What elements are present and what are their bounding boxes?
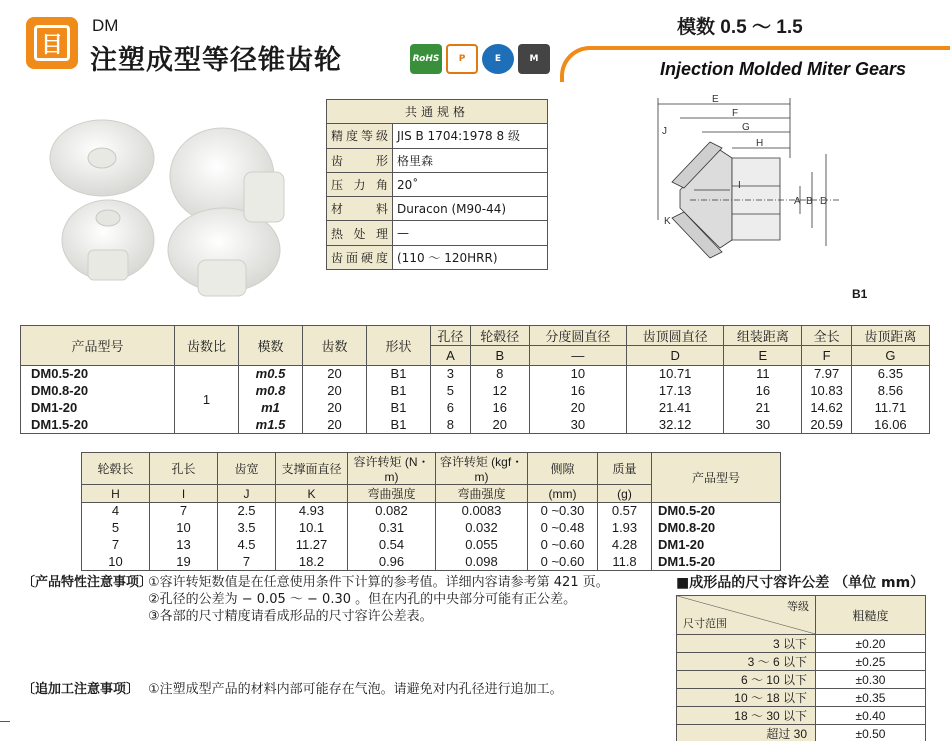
spec-value: Duracon (M90-44) bbox=[393, 197, 548, 221]
model-cell: DM0.8-20 bbox=[652, 520, 781, 537]
col-header: 轮毂径 bbox=[470, 326, 529, 346]
range-cell: 18 ～ 30 以下 bbox=[677, 707, 816, 725]
spec-row bbox=[327, 221, 548, 245]
col-subheader: F bbox=[802, 346, 851, 366]
col-header: 容许转矩 (N・m) bbox=[348, 453, 436, 485]
backlash-cell: 0 ~0.60 bbox=[528, 537, 598, 554]
table-row bbox=[21, 417, 930, 434]
table-row bbox=[677, 707, 926, 725]
table-row bbox=[21, 383, 930, 400]
dim-label-e: E bbox=[712, 94, 719, 105]
col-header: 形状 bbox=[367, 326, 431, 366]
support-dia-cell: 10.1 bbox=[276, 520, 348, 537]
gear-dimension-drawing bbox=[640, 90, 872, 305]
spec-value: JIS B 1704:1978 8 级 bbox=[393, 124, 548, 148]
note-line: ①容许转矩数值是在任意使用条件下计算的参考值。详细内容请参考第 421 页。 bbox=[148, 575, 609, 590]
face-width-cell: 2.5 bbox=[218, 503, 276, 520]
range-cell: 超过 30 bbox=[677, 725, 816, 741]
model-cell: DM1-20 bbox=[652, 537, 781, 554]
m-badge-icon: M bbox=[518, 44, 550, 74]
module-cell: m1.5 bbox=[239, 417, 303, 434]
torque-nm-cell: 0.082 bbox=[348, 503, 436, 520]
mounting-cell: 11 bbox=[724, 366, 802, 383]
teeth-cell: 20 bbox=[303, 400, 367, 417]
notes-label: 〔产品特性注意事项〕 bbox=[22, 575, 153, 590]
spec-title: 共通规格 bbox=[327, 100, 548, 124]
product-code: DM bbox=[92, 16, 119, 35]
model-cell: DM0.5-20 bbox=[21, 366, 175, 383]
support-dia-cell: 4.93 bbox=[276, 503, 348, 520]
range-cell: 10 ～ 18 以下 bbox=[677, 689, 816, 707]
header-divider bbox=[590, 46, 950, 50]
spec-row bbox=[327, 245, 548, 269]
note-line: ②孔径的公差为 − 0.05 ～ − 0.30 。但在内孔的中央部分可能有正公差。 bbox=[148, 592, 577, 607]
table-row bbox=[677, 725, 926, 741]
col-header: 支撑面直径 bbox=[276, 453, 348, 485]
spec-value: (110 ～ 120HRR) bbox=[393, 245, 548, 269]
hub-dia-cell: 8 bbox=[470, 366, 529, 383]
table-row bbox=[21, 400, 930, 417]
dim-label-d: D bbox=[820, 196, 828, 207]
common-spec-table bbox=[326, 99, 548, 270]
spec-row bbox=[327, 172, 548, 196]
col-subheader: (mm) bbox=[528, 485, 598, 503]
shape-cell: B1 bbox=[367, 366, 431, 383]
col-header: 产品型号 bbox=[21, 326, 175, 366]
tolerance-header-diagonal bbox=[677, 596, 815, 634]
rohs-badge-icon: RoHS bbox=[410, 44, 442, 74]
col-subheader: — bbox=[529, 346, 626, 366]
col-header: 齿数比 bbox=[175, 326, 239, 366]
model-cell: DM1.5-20 bbox=[652, 554, 781, 571]
shape-label: B1 bbox=[852, 287, 868, 301]
col-subheader: (g) bbox=[598, 485, 652, 503]
plastic-badge-icon: P bbox=[446, 44, 478, 74]
length-cell: 7.97 bbox=[802, 366, 851, 383]
crown-cell: 6.35 bbox=[851, 366, 929, 383]
tolerance-table bbox=[676, 595, 926, 741]
table-row bbox=[677, 635, 926, 653]
tolerance-cell: ±0.35 bbox=[816, 689, 926, 707]
dim-label-h: H bbox=[756, 138, 764, 149]
col-subheader: E bbox=[724, 346, 802, 366]
header-divider-curve bbox=[560, 46, 600, 82]
teeth-cell: 20 bbox=[303, 383, 367, 400]
torque-nm-cell: 0.54 bbox=[348, 537, 436, 554]
spec-key: 齿面硬度 bbox=[327, 245, 393, 269]
col-subheader: 弯曲强度 bbox=[436, 485, 528, 503]
tolerance-title: ■成形品的尺寸容许公差 （单位 mm） bbox=[676, 575, 925, 591]
crown-cell: 16.06 bbox=[851, 417, 929, 434]
certification-badges bbox=[410, 44, 550, 74]
hub-length-cell: 5 bbox=[82, 520, 150, 537]
face-width-cell: 3.5 bbox=[218, 520, 276, 537]
hub-dia-cell: 20 bbox=[470, 417, 529, 434]
spec-key: 热处理 bbox=[327, 221, 393, 245]
spec-key: 齿形 bbox=[327, 148, 393, 172]
face-width-cell: 4.5 bbox=[218, 537, 276, 554]
range-cell: 3 以下 bbox=[677, 635, 816, 653]
dim-label-k: K bbox=[664, 216, 671, 227]
col-header: 齿顶圆直径 bbox=[627, 326, 724, 346]
torque-kgfm-cell: 0.0083 bbox=[436, 503, 528, 520]
mass-cell: 1.93 bbox=[598, 520, 652, 537]
table-row bbox=[82, 520, 781, 537]
bore-cell: 6 bbox=[431, 400, 471, 417]
tolerance-cell: ±0.25 bbox=[816, 653, 926, 671]
col-header: 侧隙 bbox=[528, 453, 598, 485]
col-header: 孔径 bbox=[431, 326, 471, 346]
tolerance-cell: ±0.20 bbox=[816, 635, 926, 653]
bore-length-cell: 19 bbox=[150, 554, 218, 571]
mounting-cell: 30 bbox=[724, 417, 802, 434]
col-subheader: J bbox=[218, 485, 276, 503]
dim-label-a: A bbox=[794, 196, 801, 207]
model-cell: DM1.5-20 bbox=[21, 417, 175, 434]
col-subheader: A bbox=[431, 346, 471, 366]
table-row bbox=[677, 671, 926, 689]
outside-dia-cell: 32.12 bbox=[627, 417, 724, 434]
table-row bbox=[82, 503, 781, 520]
strength-table bbox=[81, 452, 781, 571]
module-cell: m0.8 bbox=[239, 383, 303, 400]
col-header: 齿顶距离 bbox=[851, 326, 929, 346]
backlash-cell: 0 ~0.30 bbox=[528, 503, 598, 520]
col-header: 质量 bbox=[598, 453, 652, 485]
module-cell: m0.5 bbox=[239, 366, 303, 383]
mass-cell: 11.8 bbox=[598, 554, 652, 571]
torque-kgfm-cell: 0.032 bbox=[436, 520, 528, 537]
pitch-dia-cell: 16 bbox=[529, 383, 626, 400]
page-corner-mark bbox=[0, 721, 10, 722]
model-cell: DM1-20 bbox=[21, 400, 175, 417]
bore-cell: 3 bbox=[431, 366, 471, 383]
length-cell: 20.59 bbox=[802, 417, 851, 434]
model-cell: DM0.5-20 bbox=[652, 503, 781, 520]
crown-cell: 11.71 bbox=[851, 400, 929, 417]
col-header: 容许转矩 (kgf・m) bbox=[436, 453, 528, 485]
backlash-cell: 0 ~0.48 bbox=[528, 520, 598, 537]
spec-value: — bbox=[393, 221, 548, 245]
table-row bbox=[677, 689, 926, 707]
spec-key: 压力角 bbox=[327, 172, 393, 196]
torque-kgfm-cell: 0.055 bbox=[436, 537, 528, 554]
tolerance-cell: ±0.40 bbox=[816, 707, 926, 725]
col-header: 齿数 bbox=[303, 326, 367, 366]
col-subheader: G bbox=[851, 346, 929, 366]
face-width-cell: 7 bbox=[218, 554, 276, 571]
col-subheader: 弯曲强度 bbox=[348, 485, 436, 503]
grade-header: 等级 bbox=[787, 601, 809, 613]
bore-length-cell: 13 bbox=[150, 537, 218, 554]
gear-product-photo bbox=[44, 100, 314, 310]
outside-dia-cell: 17.13 bbox=[627, 383, 724, 400]
mounting-cell: 21 bbox=[724, 400, 802, 417]
shape-cell: B1 bbox=[367, 417, 431, 434]
mounting-cell: 16 bbox=[724, 383, 802, 400]
torque-nm-cell: 0.31 bbox=[348, 520, 436, 537]
hub-length-cell: 10 bbox=[82, 554, 150, 571]
shape-cell: B1 bbox=[367, 383, 431, 400]
outside-dia-cell: 10.71 bbox=[627, 366, 724, 383]
spec-key: 精度等级 bbox=[327, 124, 393, 148]
roughness-header: 粗糙度 bbox=[816, 596, 926, 635]
table-row bbox=[21, 366, 930, 383]
notes-label: 〔追加工注意事项〕 bbox=[22, 682, 140, 697]
spec-row bbox=[327, 148, 548, 172]
teeth-cell: 20 bbox=[303, 417, 367, 434]
note-line: ①注塑成型产品的材料内部可能存在气泡。请避免对内孔径进行追加工。 bbox=[148, 682, 563, 697]
spec-value: 20˚ bbox=[393, 172, 548, 196]
ratio-cell: 1 bbox=[175, 366, 239, 434]
spec-value: 格里森 bbox=[393, 148, 548, 172]
page-title-english: Injection Molded Miter Gears bbox=[660, 59, 907, 79]
e-badge-icon: E bbox=[482, 44, 514, 74]
pitch-dia-cell: 30 bbox=[529, 417, 626, 434]
shape-cell: B1 bbox=[367, 400, 431, 417]
pitch-dia-cell: 10 bbox=[529, 366, 626, 383]
col-header: 齿宽 bbox=[218, 453, 276, 485]
torque-nm-cell: 0.96 bbox=[348, 554, 436, 571]
crown-cell: 8.56 bbox=[851, 383, 929, 400]
table-row bbox=[82, 554, 781, 571]
col-subheader: D bbox=[627, 346, 724, 366]
hub-dia-cell: 16 bbox=[470, 400, 529, 417]
torque-kgfm-cell: 0.098 bbox=[436, 554, 528, 571]
hub-length-cell: 7 bbox=[82, 537, 150, 554]
note-line: ③各部的尺寸精度请看成形品的尺寸容许公差表。 bbox=[148, 609, 433, 624]
dim-label-f: F bbox=[732, 108, 739, 119]
range-cell: 6 ～ 10 以下 bbox=[677, 671, 816, 689]
model-cell: DM0.8-20 bbox=[21, 383, 175, 400]
dim-label-b: B bbox=[806, 196, 813, 207]
col-header: 全长 bbox=[802, 326, 851, 346]
outside-dia-cell: 21.41 bbox=[627, 400, 724, 417]
category-logo bbox=[26, 17, 78, 69]
table-row bbox=[677, 653, 926, 671]
bore-length-cell: 10 bbox=[150, 520, 218, 537]
col-subheader: H bbox=[82, 485, 150, 503]
tolerance-cell: ±0.30 bbox=[816, 671, 926, 689]
col-header: 产品型号 bbox=[652, 453, 781, 503]
length-cell: 14.62 bbox=[802, 400, 851, 417]
category-logo-glyph: 目 bbox=[34, 25, 70, 61]
dim-label-j: J bbox=[662, 126, 667, 137]
col-subheader: K bbox=[276, 485, 348, 503]
table-row bbox=[82, 537, 781, 554]
teeth-cell: 20 bbox=[303, 366, 367, 383]
machining-notes bbox=[22, 678, 563, 697]
bore-cell: 8 bbox=[431, 417, 471, 434]
module-range: 模数 0.5 ～ 1.5 bbox=[677, 17, 803, 38]
support-dia-cell: 11.27 bbox=[276, 537, 348, 554]
spec-row bbox=[327, 197, 548, 221]
dim-label-i: I bbox=[738, 180, 741, 191]
module-cell: m1 bbox=[239, 400, 303, 417]
dimension-table bbox=[20, 325, 930, 434]
col-header: 分度圆直径 bbox=[529, 326, 626, 346]
dim-label-g: G bbox=[742, 122, 750, 133]
page-title: 注塑成型等径锥齿轮 bbox=[90, 45, 342, 76]
mass-cell: 4.28 bbox=[598, 537, 652, 554]
length-cell: 10.83 bbox=[802, 383, 851, 400]
col-header: 孔长 bbox=[150, 453, 218, 485]
range-header: 尺寸范围 bbox=[683, 618, 727, 630]
bore-cell: 5 bbox=[431, 383, 471, 400]
col-header: 轮毂长 bbox=[82, 453, 150, 485]
hub-dia-cell: 12 bbox=[470, 383, 529, 400]
col-header: 模数 bbox=[239, 326, 303, 366]
support-dia-cell: 18.2 bbox=[276, 554, 348, 571]
bore-length-cell: 7 bbox=[150, 503, 218, 520]
pitch-dia-cell: 20 bbox=[529, 400, 626, 417]
col-header: 组装距离 bbox=[724, 326, 802, 346]
col-subheader: B bbox=[470, 346, 529, 366]
product-notes bbox=[22, 574, 609, 625]
col-subheader: I bbox=[150, 485, 218, 503]
mass-cell: 0.57 bbox=[598, 503, 652, 520]
range-cell: 3 ～ 6 以下 bbox=[677, 653, 816, 671]
backlash-cell: 0 ~0.60 bbox=[528, 554, 598, 571]
tolerance-cell: ±0.50 bbox=[816, 725, 926, 741]
hub-length-cell: 4 bbox=[82, 503, 150, 520]
spec-row bbox=[327, 124, 548, 148]
spec-key: 材料 bbox=[327, 197, 393, 221]
